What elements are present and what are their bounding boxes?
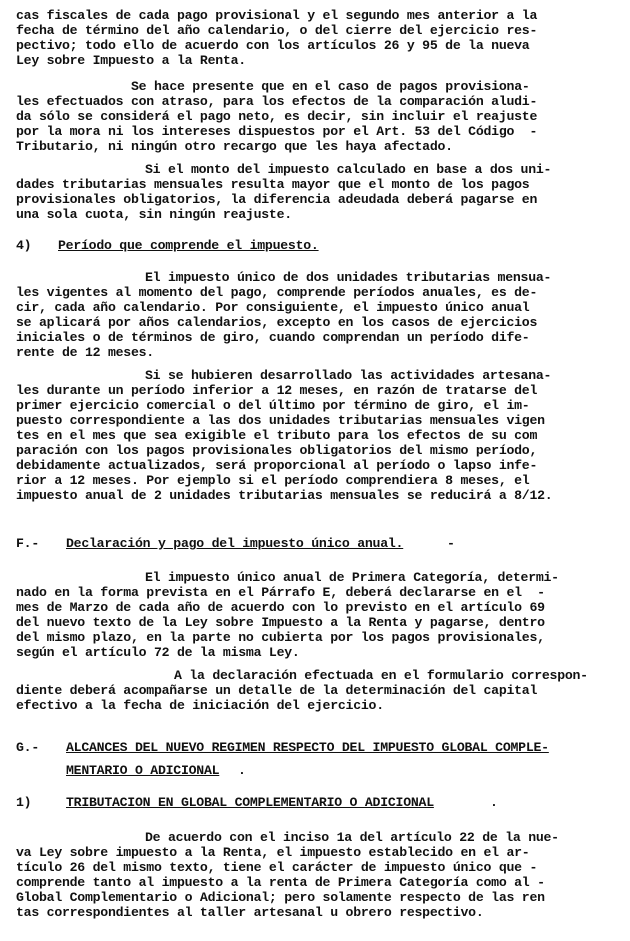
- text-line: les efectuados con atraso, para los efectos de la comparación aludi-: [16, 94, 538, 109]
- text-line: tes en el mes que sea exigible el tributo para los efectos de su com: [16, 428, 538, 443]
- text-line: A la declaración efectuada en el formulario correspon-: [174, 668, 588, 683]
- text-line: cas fiscales de cada pago provisional y el segundo mes anterior a la: [16, 8, 538, 23]
- text-line: fecha de término del año calendario, o del cierre del ejercicio res-: [16, 23, 538, 38]
- section-letter: F.-: [16, 536, 39, 551]
- text-line: Tributario, ni ningún otro recargo que les haya afectado.: [16, 139, 453, 154]
- text-line: Global Complementario o Adicional; pero solamente respecto de las ren: [16, 890, 545, 905]
- text-line: por la mora ni los intereses dispuestos por el Art. 53 del Código -: [16, 124, 538, 139]
- text-line: rior a 12 meses. Por ejemplo si el período comprendiera 8 meses, el: [16, 473, 530, 488]
- text-line: puesto correspondiente a las dos unidades tributarias mensuales vigen: [16, 413, 545, 428]
- section-heading: ALCANCES DEL NUEVO REGIMEN RESPECTO DEL IMPUESTO GLOBAL COMPLE-: [66, 740, 549, 755]
- text-line: dades tributarias mensuales resulta mayor que el monto de los pagos: [16, 177, 530, 192]
- text-line: rente de 12 meses.: [16, 345, 154, 360]
- heading-dash: -: [447, 536, 455, 551]
- text-line: una sola cuota, sin ningún reajuste.: [16, 207, 292, 222]
- text-line: diente deberá acompañarse un detalle de la determinación del capital: [16, 683, 538, 698]
- text-line: tas correspondientes al taller artesanal u obrero respectivo.: [16, 905, 484, 920]
- section-number: 1): [16, 795, 32, 810]
- text-line: se aplicará por años calendarios, excepto en los casos de ejercicios: [16, 315, 538, 330]
- text-line: debidamente actualizados, será proporcional al período o lapso infe-: [16, 458, 538, 473]
- text-line: les vigentes al momento del pago, comprende períodos anuales, es de-: [16, 285, 538, 300]
- text-line: provisionales obligatorios, la diferencia adeudada deberá pagarse en: [16, 192, 538, 207]
- text-line: El impuesto único anual de Primera Categoría, determi-: [145, 570, 559, 585]
- heading-period: .: [490, 795, 498, 810]
- section-heading: Período que comprende el impuesto.: [58, 238, 319, 253]
- text-line: nado en la forma prevista en el Párrafo E, deberá declararse en el -: [16, 585, 545, 600]
- heading-period: .: [238, 763, 246, 778]
- text-line: cir, cada año calendario. Por consiguiente, el impuesto único anual: [16, 300, 530, 315]
- text-line: pectivo; todo ello de acuerdo con los artículos 26 y 95 de la nueva: [16, 38, 530, 53]
- section-letter: G.-: [16, 740, 39, 755]
- text-line: Ley sobre Impuesto a la Renta.: [16, 53, 246, 68]
- text-line: da sólo se considerá el pago neto, es decir, sin incluir el reajuste: [16, 109, 538, 124]
- text-line: paración con los pagos provisionales obligatorios del mismo período,: [16, 443, 538, 458]
- text-line: tículo 26 del mismo texto, tiene el carácter de impuesto único que -: [16, 860, 538, 875]
- text-line: del mismo plazo, en la parte no cubierta por los pagos provisionales,: [16, 630, 545, 645]
- section-heading: Declaración y pago del impuesto único anual.: [66, 536, 404, 551]
- text-line: iniciales o de términos de giro, cuando comprendan un período dife-: [16, 330, 530, 345]
- text-line: De acuerdo con el inciso 1a del artículo 22 de la nue-: [145, 830, 559, 845]
- section-heading: TRIBUTACION EN GLOBAL COMPLEMENTARIO O ADICIONAL: [66, 795, 434, 810]
- text-line: Si se hubieren desarrollado las actividades artesana-: [145, 368, 552, 383]
- section-number: 4): [16, 238, 32, 253]
- section-heading: MENTARIO O ADICIONAL: [66, 763, 220, 778]
- text-line: les durante un período inferior a 12 meses, en razón de tratarse del: [16, 383, 538, 398]
- text-line: efectivo a la fecha de iniciación del ejercicio.: [16, 698, 384, 713]
- text-line: Si el monto del impuesto calculado en base a dos uni-: [145, 162, 552, 177]
- text-line: según el artículo 72 de la misma Ley.: [16, 645, 300, 660]
- text-line: Se hace presente que en el caso de pagos provisiona-: [131, 79, 530, 94]
- text-line: primer ejercicio comercial o del último por término de giro, el im-: [16, 398, 530, 413]
- text-line: El impuesto único de dos unidades tributarias mensua-: [145, 270, 552, 285]
- text-line: va Ley sobre impuesto a la Renta, el impuesto establecido en el ar-: [16, 845, 530, 860]
- text-line: mes de Marzo de cada año de acuerdo con lo previsto en el artículo 69: [16, 600, 545, 615]
- text-line: impuesto anual de 2 unidades tributarias mensuales se reducirá a 8/12.: [16, 488, 553, 503]
- text-line: comprende tanto al impuesto a la renta de Primera Categoría como al -: [16, 875, 545, 890]
- text-line: del nuevo texto de la Ley sobre Impuesto a la Renta y pagarse, dentro: [16, 615, 545, 630]
